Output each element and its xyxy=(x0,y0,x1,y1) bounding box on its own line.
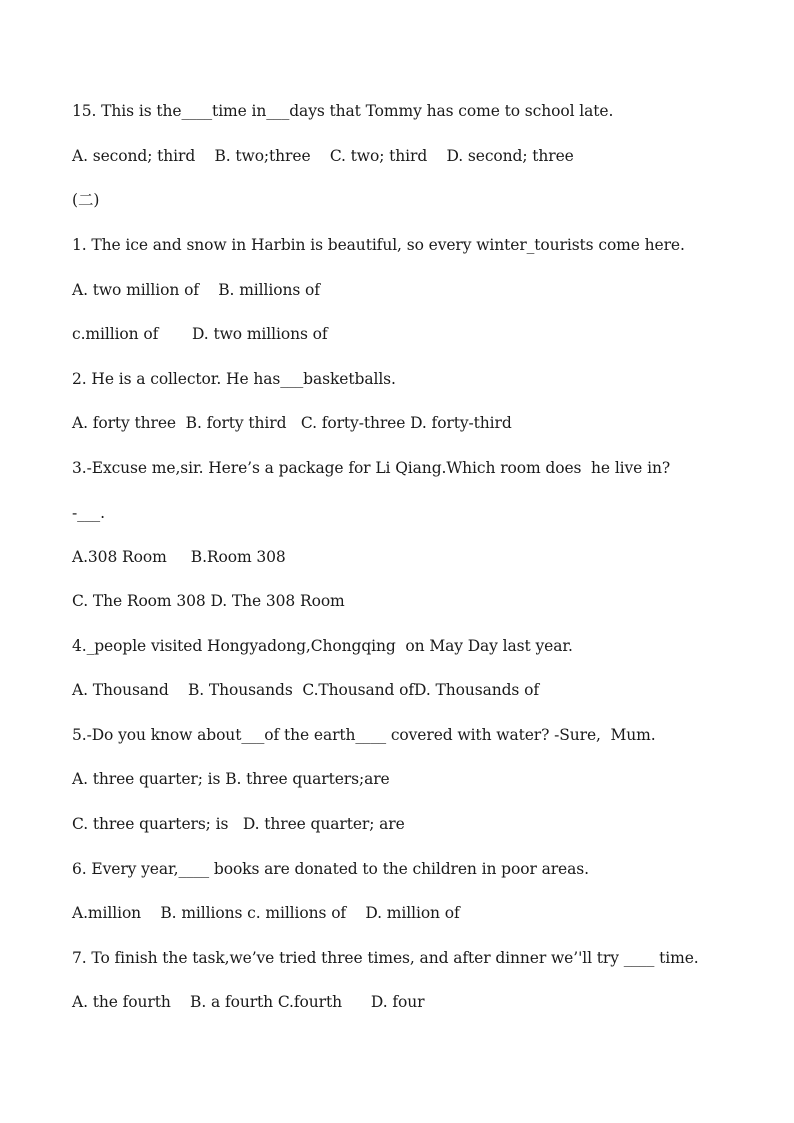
section-heading: (二) xyxy=(72,191,100,209)
question-15-options: A. second; third B. two;three C. two; third D. second; three xyxy=(72,147,574,165)
question-4-options: A. Thousand B. Thousands C.Thousand ofD. Thousands of xyxy=(72,681,539,699)
question-15: 15. This is the____time in___days that Tommy has come to school late. xyxy=(72,102,614,120)
question-3: 3.-Excuse me,sir. Here’s a package for Li Qiang.Which room does he live in? xyxy=(72,459,671,477)
question-3-options-b: C. The Room 308 D. The 308 Room xyxy=(72,592,345,610)
question-7-options: A. the fourth B. a fourth C.fourth D. four xyxy=(72,993,425,1011)
question-5: 5.-Do you know about___of the earth____ covered with water? -Sure, Mum. xyxy=(72,726,656,744)
question-2-options: A. forty three B. forty third C. forty-three D. forty-third xyxy=(72,414,512,432)
question-7: 7. To finish the task,we’ve tried three times, and after dinner we’'ll try ____ time. xyxy=(72,949,699,967)
question-1: 1. The ice and snow in Harbin is beautiful, so every winter_tourists come here. xyxy=(72,236,685,254)
question-6-options: A.million B. millions c. millions of D. million of xyxy=(72,904,460,922)
question-5-options-b: C. three quarters; is D. three quarter; are xyxy=(72,815,405,833)
question-3-answer-blank: -___. xyxy=(72,504,105,522)
question-4: 4._people visited Hongyadong,Chongqing on May Day last year. xyxy=(72,637,573,655)
question-2: 2. He is a collector. He has___basketballs. xyxy=(72,370,396,388)
question-1-options-a: A. two million of B. millions of xyxy=(72,281,320,299)
question-5-options-a: A. three quarter; is B. three quarters;are xyxy=(72,770,390,788)
question-1-options-b: c.million of D. two millions of xyxy=(72,325,328,343)
question-6: 6. Every year,____ books are donated to the children in poor areas. xyxy=(72,860,589,878)
question-3-options-a: A.308 Room B.Room 308 xyxy=(72,548,286,566)
